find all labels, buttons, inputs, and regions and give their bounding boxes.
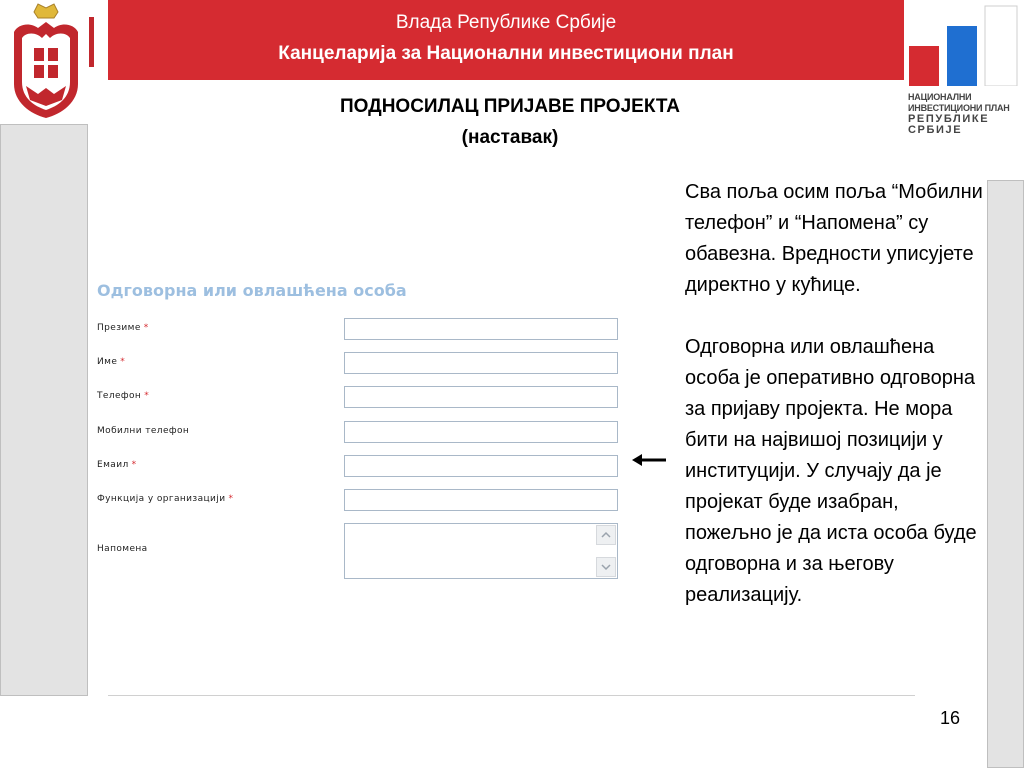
instructions-paragraph-2: Одговорна или овлашћена особа је оперативно одговорна за пријаву пројекта. Не мора бити на највишој позицији у институцији. У случају да је пројекат буде изабран, пожељно је да иста особа буде одговорна и за његову реализацију. (685, 336, 977, 606)
surname-field[interactable] (344, 318, 618, 340)
header-divider (89, 17, 94, 67)
note-label-text: Напомена (97, 544, 148, 554)
phone-label (97, 391, 149, 401)
required-marker: * (144, 391, 150, 401)
mobile-phone-field[interactable] (344, 421, 618, 443)
required-marker: * (120, 357, 126, 367)
scroll-up-button[interactable] (596, 525, 616, 545)
position-label-text: Функција у организацији (97, 494, 226, 504)
instructions-paragraph-1: Сва поља осим поља “Мобилни телефон” и “Напомена” су обавезна. Вредности уписујете директно у кућице. (685, 181, 983, 296)
header-banner (108, 0, 904, 80)
position-field[interactable] (344, 489, 618, 511)
position-label (97, 494, 233, 504)
name-field[interactable] (344, 352, 618, 374)
page-number: 16 (940, 708, 961, 728)
required-marker: * (131, 460, 137, 470)
logo-line-2: РЕПУБЛИКЕ СРБИЈЕ (908, 113, 990, 136)
left-arrow-icon (632, 452, 666, 468)
nip-logo-icon (907, 4, 1019, 86)
scroll-down-button[interactable] (596, 557, 616, 577)
email-field[interactable] (344, 455, 618, 477)
note-label (97, 544, 151, 554)
mobile-phone-label-text: Мобилни телефон (97, 426, 190, 436)
scroll-up-icon (597, 526, 615, 544)
logo-line-1: НАЦИОНАЛНИ ИНВЕСТИЦИОНИ ПЛАН (908, 92, 1010, 113)
note-textarea[interactable] (344, 523, 618, 579)
mobile-phone-label (97, 426, 192, 436)
page-title: ПОДНОСИЛАЦ ПРИЈАВЕ ПРОЈЕКТА (339, 96, 681, 117)
surname-label-text: Презиме (97, 323, 141, 333)
header-line-1: Влада Републике Србије (395, 12, 617, 33)
header-line-2: Канцеларија за Национални инвестициони план (278, 43, 734, 64)
form-section-title: Одговорна или овлашћена особа (97, 281, 407, 300)
surname-label (97, 323, 149, 333)
coat-of-arms-icon (8, 2, 84, 120)
phone-label-text: Телефон (97, 391, 142, 401)
name-label-text: Име (97, 357, 118, 367)
instructions-panel (685, 177, 985, 642)
nip-logo-text (908, 92, 1020, 136)
email-label (97, 460, 137, 470)
right-frame (987, 180, 1024, 768)
name-label (97, 357, 125, 367)
required-marker: * (143, 323, 149, 333)
page-subtitle: (наставак) (461, 127, 559, 148)
required-marker: * (228, 494, 234, 504)
phone-field[interactable] (344, 386, 618, 408)
email-label-text: Емаил (97, 460, 129, 470)
bottom-divider (108, 695, 915, 696)
scroll-down-icon (597, 558, 615, 576)
left-frame (0, 124, 88, 696)
